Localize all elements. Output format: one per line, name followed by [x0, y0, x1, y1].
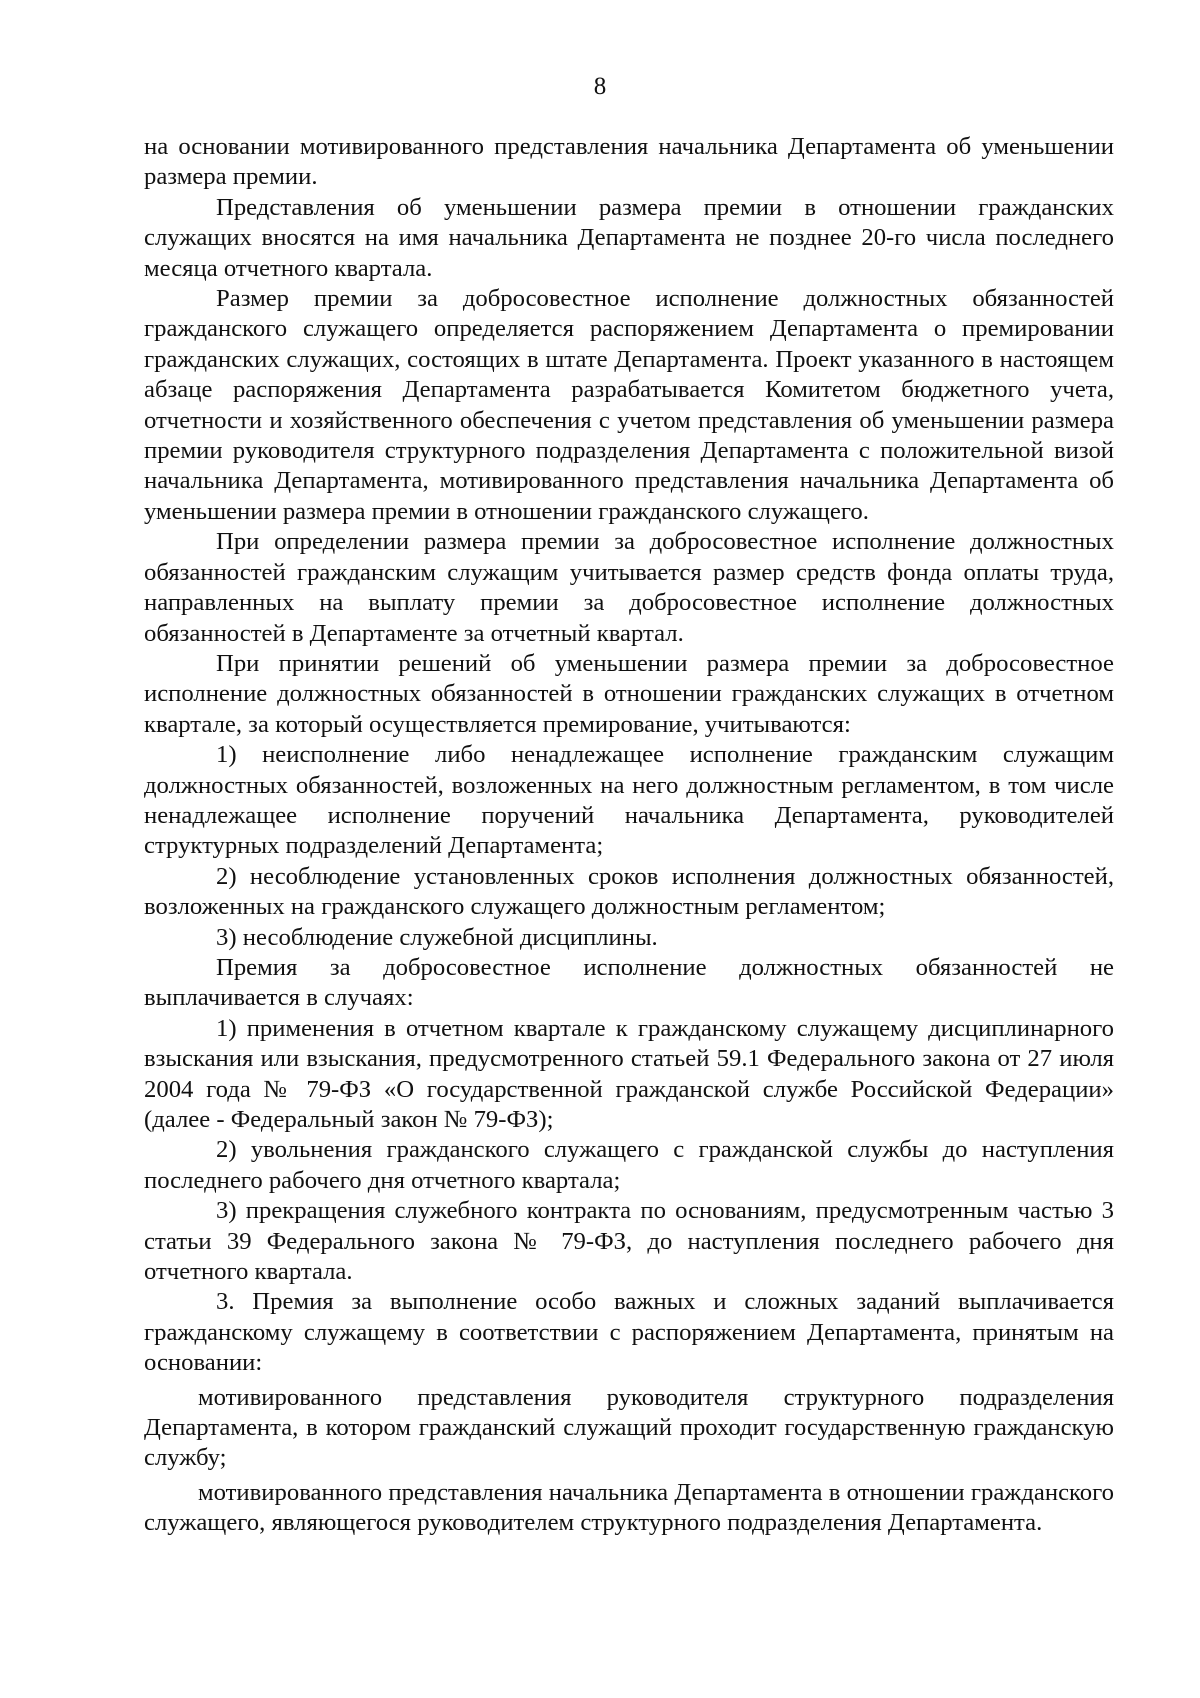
page-number: 8: [593, 73, 607, 100]
basis-item: мотивированного представления руководителя структурного подразделения Департамента, в котором гражданский служащий проходит государственную гражданскую службу;: [144, 1383, 1114, 1472]
list-item: 3) прекращения служебного контракта по основаниям, предусмотренным частью 3 статьи 39 Федерального закона № 79-ФЗ, до наступления последнего рабочего дня отчетного квартала.: [144, 1197, 1114, 1286]
document-body: [144, 132, 1114, 1539]
section-paragraph: 3. Премия за выполнение особо важных и сложных заданий выплачивается гражданскому служащему в соответствии с распоряжением Департамента, принятым на основании:: [144, 1288, 1114, 1377]
paragraph: При определении размера премии за добросовестное исполнение должностных обязанностей гражданским служащим учитывается размер средств фонда оплаты труда, направленных на выплату премии за добросовестное исполнение должностных обязанностей в Департаменте за отчетный квартал.: [144, 528, 1114, 647]
list-item: 2) несоблюдение установленных сроков исполнения должностных обязанностей, возложенных на гражданского служащего должностным регламентом;: [144, 862, 1114, 921]
basis-item: мотивированного представления начальника Департамента в отношении гражданского служащего, являющегося руководителем структурного подразделения Департамента.: [144, 1478, 1114, 1537]
paragraph: При принятии решений об уменьшении размера премии за добросовестное исполнение должностных обязанностей в отношении гражданских служащих в отчетном квартале, за который осуществляется премирование, учитываются:: [144, 649, 1114, 738]
paragraph-continuation: на основании мотивированного представления начальника Департамента об уменьшении размера премии.: [144, 133, 1114, 191]
paragraph: Премия за добросовестное исполнение должностных обязанностей не выплачивается в случаях:: [144, 953, 1114, 1012]
list-item: 1) неисполнение либо ненадлежащее исполнение гражданским служащим должностных обязанностей, возложенных на него должностным регламентом, в том числе ненадлежащее исполнение поручений начальника Департамента, руководителей структурных подразделений Департамента;: [144, 741, 1114, 860]
list-item: 2) увольнения гражданского служащего с гражданской службы до наступления последнего рабочего дня отчетного квартала;: [144, 1136, 1114, 1194]
paragraph: Представления об уменьшении размера премии в отношении гражданских служащих вносятся на имя начальника Департамента не позднее 20-го числа последнего месяца отчетного квартала.: [144, 193, 1114, 282]
paragraph: Размер премии за добросовестное исполнение должностных обязанностей гражданского служащего определяется распоряжением Департамента о премировании гражданских служащих, состоящих в штате Департамента. Проект указанного в настоящем абзаце распоряжения Департамента разрабатывается Комитетом бюджетного учета, отчетности и хозяйственного обеспечения с учетом представления об уменьшении размера премии руководителя структурного подразделения Департамента с положительной визой начальника Департамента, мотивированного представления начальника Департамента об уменьшении размера премии в отношении гражданского служащего.: [144, 285, 1114, 525]
list-item: 1) применения в отчетном квартале к гражданскому служащему дисциплинарного взыскания или взыскания, предусмотренного статьей 59.1 Федерального закона от 27 июля 2004 года № 79-ФЗ «О государственной гражданской службе Российской Федерации» (далее - Федеральный закон № 79-ФЗ);: [144, 1014, 1114, 1133]
list-item: 3) несоблюдение служебной дисциплины.: [216, 923, 658, 951]
